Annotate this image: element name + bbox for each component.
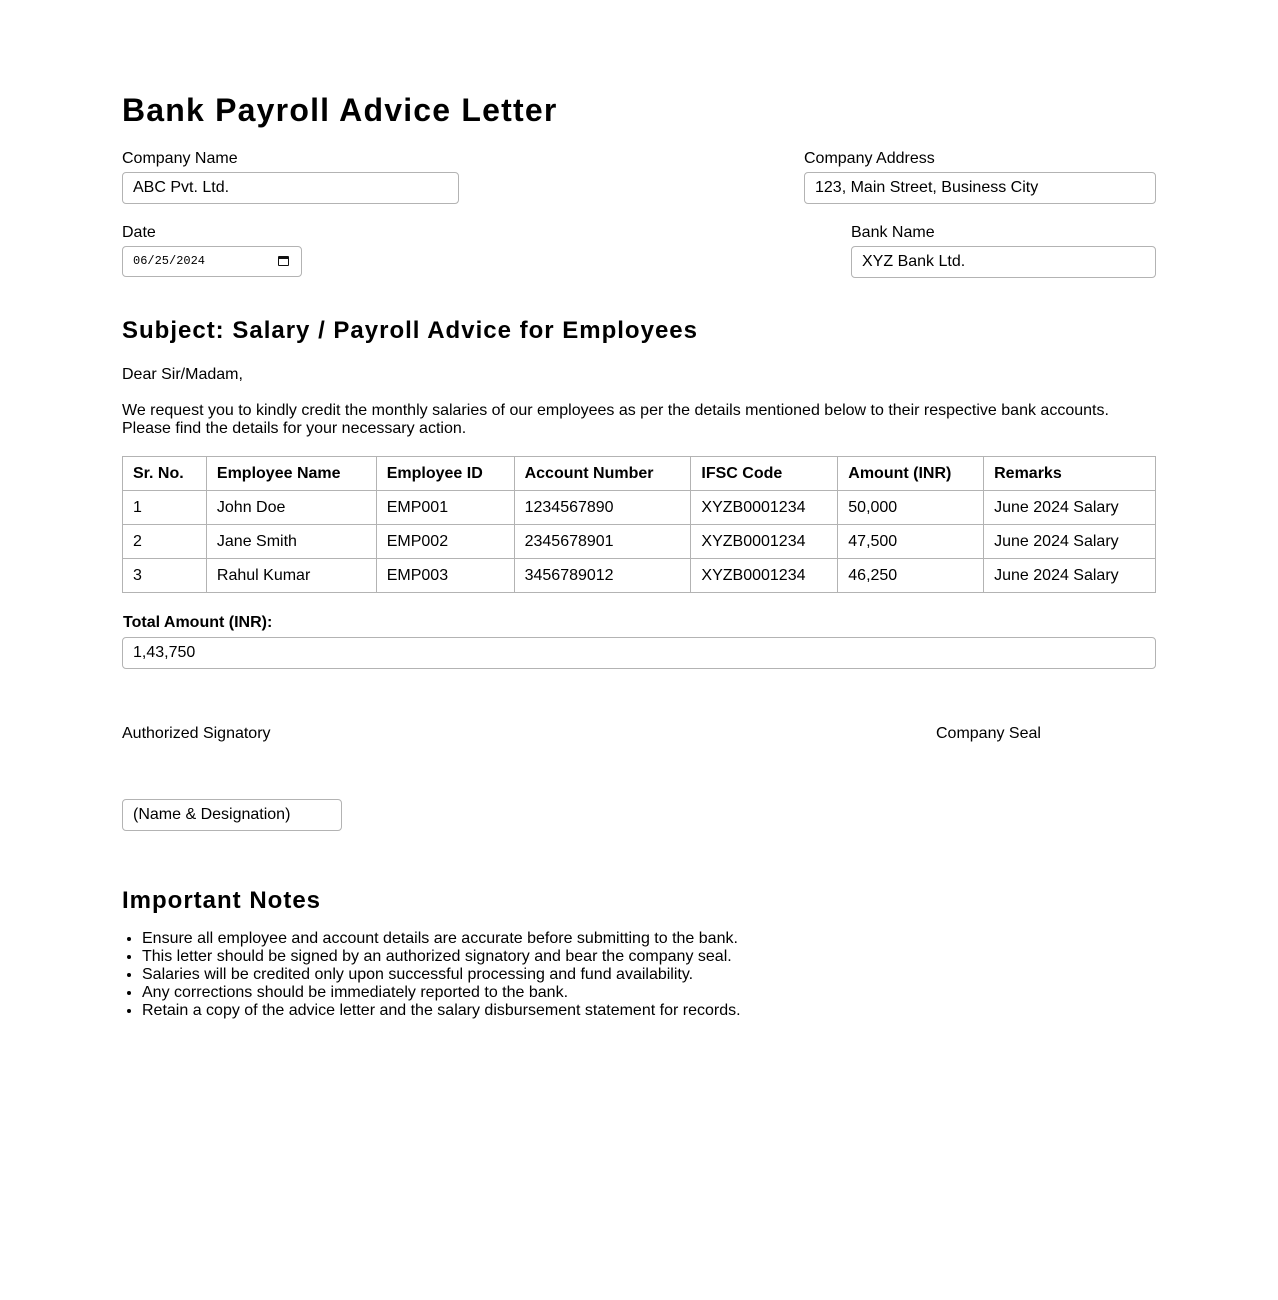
cell-account-number: 1234567890	[514, 491, 691, 525]
payroll-table	[122, 456, 1156, 593]
body-line-1: We request you to kindly credit the monthly salaries of our employees as per the details mentioned below to their respective bank accounts.	[122, 402, 1109, 419]
body-paragraph	[122, 402, 1109, 438]
body-line-2: Please find the details for your necessary action.	[122, 420, 467, 437]
cell-ifsc-code: XYZB0001234	[691, 525, 838, 559]
list-item: • Any corrections should be immediately reported to the bank.	[142, 984, 741, 1002]
cell-employee-id: EMP002	[376, 525, 514, 559]
table-row	[123, 559, 1156, 593]
cell-employee-name: John Doe	[206, 491, 376, 525]
date-label: Date	[122, 224, 156, 241]
cell-ifsc-code: XYZB0001234	[691, 559, 838, 593]
company-address-input[interactable]: 123, Main Street, Business City	[804, 172, 1156, 204]
table-row	[123, 525, 1156, 559]
cell-employee-name: Rahul Kumar	[206, 559, 376, 593]
header-ifsc-code: IFSC Code	[691, 457, 838, 491]
cell-sr-no: 1	[123, 491, 207, 525]
header-amount: Amount (INR)	[838, 457, 984, 491]
date-value: 06/25/2024	[133, 254, 206, 268]
cell-remarks: June 2024 Salary	[984, 559, 1156, 593]
cell-employee-name: Jane Smith	[206, 525, 376, 559]
cell-account-number: 2345678901	[514, 525, 691, 559]
header-employee-id: Employee ID	[376, 457, 514, 491]
list-item: • Salaries will be credited only upon successful processing and fund availability.	[142, 966, 741, 984]
important-notes-list	[122, 930, 741, 1020]
cell-account-number: 3456789012	[514, 559, 691, 593]
company-seal-label: Company Seal	[936, 725, 1041, 742]
header-sr-no: Sr. No.	[123, 457, 207, 491]
cell-employee-id: EMP001	[376, 491, 514, 525]
header-employee-name: Employee Name	[206, 457, 376, 491]
list-item: • Ensure all employee and account details are accurate before submitting to the bank.	[142, 930, 741, 948]
cell-amount: 46,250	[838, 559, 984, 593]
cell-amount: 50,000	[838, 491, 984, 525]
bank-name-label: Bank Name	[851, 224, 935, 241]
date-input[interactable]	[122, 246, 302, 277]
list-item: • This letter should be signed by an authorized signatory and bear the company seal.	[142, 948, 741, 966]
subject-heading: Subject: Salary / Payroll Advice for Employees	[122, 317, 698, 344]
important-notes-heading: Important Notes	[122, 887, 322, 914]
company-name-input[interactable]: ABC Pvt. Ltd.	[122, 172, 459, 204]
cell-employee-id: EMP003	[376, 559, 514, 593]
authorized-signatory-label: Authorized Signatory	[122, 725, 271, 742]
company-name-label: Company Name	[122, 150, 238, 167]
greeting: Dear Sir/Madam,	[122, 366, 243, 383]
cell-remarks: June 2024 Salary	[984, 491, 1156, 525]
header-remarks: Remarks	[984, 457, 1156, 491]
table-row	[123, 491, 1156, 525]
cell-sr-no: 3	[123, 559, 207, 593]
calendar-icon[interactable]	[278, 256, 289, 266]
list-item: • Retain a copy of the advice letter and the salary disbursement statement for records.	[142, 1002, 741, 1020]
cell-ifsc-code: XYZB0001234	[691, 491, 838, 525]
header-account-number: Account Number	[514, 457, 691, 491]
company-address-label: Company Address	[804, 150, 935, 167]
cell-remarks: June 2024 Salary	[984, 525, 1156, 559]
cell-amount: 47,500	[838, 525, 984, 559]
bank-name-input[interactable]: XYZ Bank Ltd.	[851, 246, 1156, 278]
total-amount-label: Total Amount (INR):	[123, 614, 273, 631]
total-amount-input[interactable]: 1,43,750	[122, 637, 1156, 669]
page-title: Bank Payroll Advice Letter	[122, 92, 558, 128]
table-header-row	[123, 457, 1156, 491]
name-designation-input[interactable]: (Name & Designation)	[122, 799, 342, 831]
cell-sr-no: 2	[123, 525, 207, 559]
